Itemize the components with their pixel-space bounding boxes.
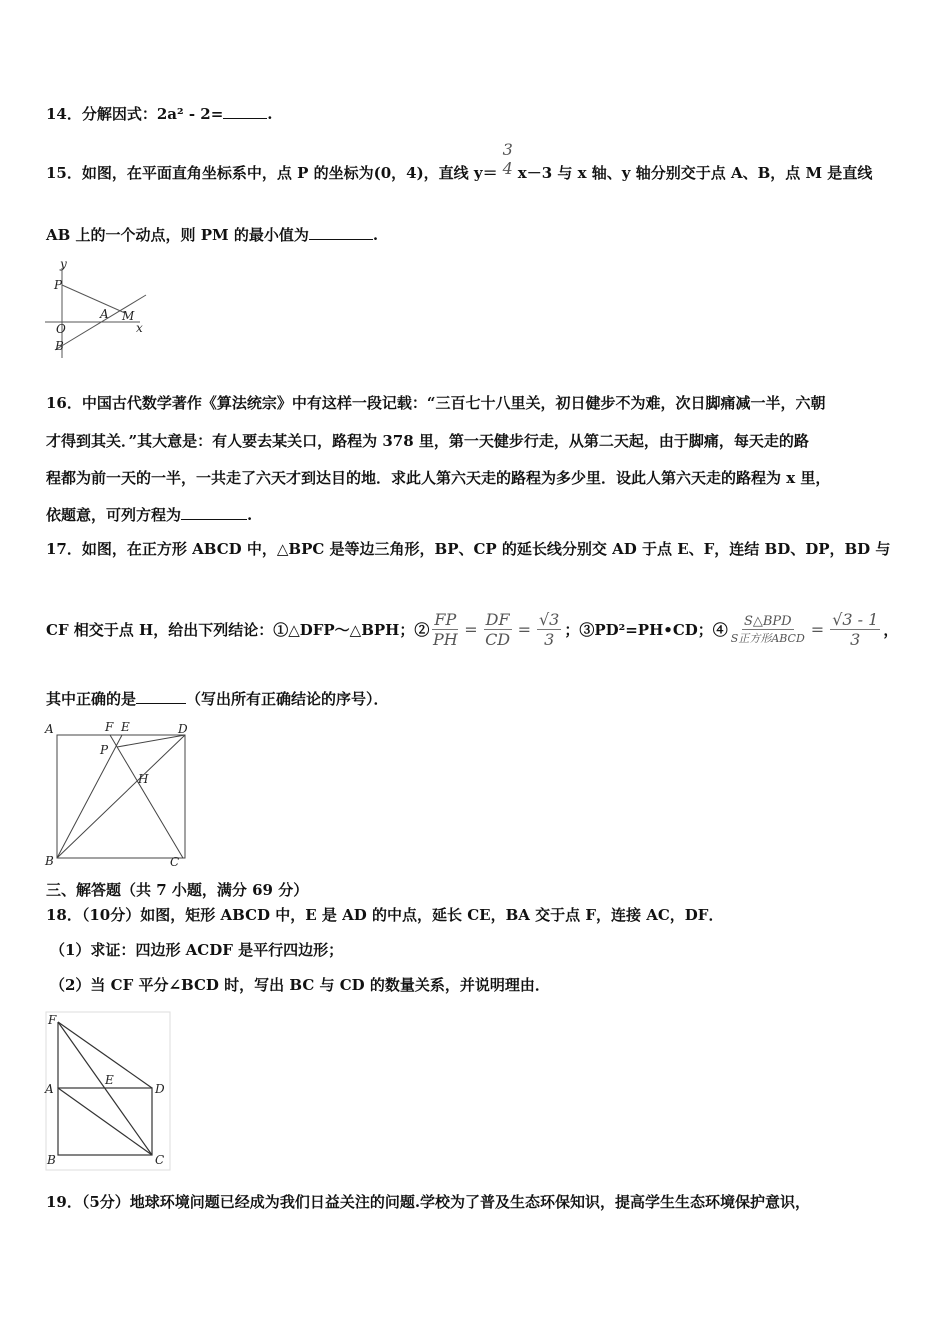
frac-num: DF	[485, 610, 510, 629]
label-P: P	[100, 743, 109, 757]
frac-den: 4	[502, 159, 513, 178]
question-16-line1: 16．中国古代数学著作《算法统宗》中有这样一段记载：“三百七十八里关，初日健步不为难，次日脚痛减一半，六朝	[46, 394, 826, 412]
label-x: x	[136, 321, 143, 335]
frac-num: √3 - 1	[832, 610, 879, 629]
frac-den: 3	[544, 630, 555, 649]
frac-num: S△BPD	[743, 613, 792, 629]
label-A: A	[45, 1082, 54, 1096]
label-M: M	[122, 309, 135, 323]
label-D: D	[155, 1082, 165, 1096]
label-E: E	[121, 720, 130, 734]
section-heading: 三、解答题（共 7 小题，满分 69 分）	[46, 881, 309, 899]
q15-text-b: x－3 与 x 轴、y 轴分别交于点 A、B，点 M 是直线	[517, 164, 873, 182]
question-18-line1: 18．（10分）如图，矩形 ABCD 中，E 是 AD 的中点，延长 CE，BA 交于点 F，连接 AC，DF．	[46, 906, 724, 924]
equals: =	[810, 620, 825, 639]
label-H: H	[138, 772, 149, 786]
question-18-part2: （2）当 CF 平分∠BCD 时，写出 BC 与 CD 的数量关系，并说明理由．	[50, 976, 550, 994]
q17-text-3b: （写出所有正确结论的序号）．	[186, 690, 389, 708]
q15-text-2: AB 上的一个动点，则 PM 的最小值为	[46, 226, 309, 244]
label-B: B	[55, 339, 64, 353]
equals: =	[517, 620, 531, 639]
frac-num: FP	[434, 610, 457, 629]
q16-end: .	[247, 506, 253, 524]
frac-num: √3	[538, 610, 560, 629]
q16-text-4: 依题意，可列方程为	[46, 506, 182, 524]
frac-den: S正方形ABCD	[730, 631, 805, 645]
label-E: E	[105, 1073, 114, 1087]
frac-den: PH	[432, 630, 458, 649]
label-C: C	[155, 1153, 165, 1167]
q17-text-sep: ；③PD²=PH•CD；④	[564, 621, 728, 639]
q17-text-2a: CF 相交于点 H，给出下列结论：①△DFP～△BPH；②	[46, 621, 430, 639]
q17-end: ，	[883, 621, 899, 639]
label-F: F	[48, 1013, 57, 1027]
label-A: A	[100, 307, 109, 321]
label-B: B	[47, 1153, 56, 1167]
label-A: A	[45, 722, 54, 736]
q15-end: .	[372, 226, 379, 244]
label-C: C	[170, 855, 180, 869]
question-17-line1: 17．如图，在正方形 ABCD 中，△BPC 是等边三角形，BP、CP 的延长线分别交 AD 于点 E、F，连结 BD、DP，BD 与	[46, 540, 891, 558]
question-18-part1: （1）求证：四边形 ACDF 是平行四边形；	[50, 941, 344, 959]
label-y: y	[60, 257, 67, 271]
label-D: D	[178, 722, 188, 736]
q14-end: .	[267, 105, 273, 123]
frac-num: 3	[502, 140, 513, 159]
question-16-line2: 才得到其关．”其大意是：有人要去某关口，路程为 378 里，第一天健步行走，从第二天起，由于脚痛，每天走的路	[46, 432, 809, 450]
label-P: P	[54, 278, 63, 292]
q15-text-a: 15．如图，在平面直角坐标系中，点 P 的坐标为(0，4)，直线 y＝	[46, 164, 498, 182]
question-16-line3: 程都为前一天的一半，一共走了六天才到达目的地．求此人第六天走的路程为多少里．设此人第六天走的路程为 x 里，	[46, 469, 831, 487]
frac-den: CD	[485, 630, 511, 649]
frac-den: 3	[850, 630, 861, 649]
q17-text-3: 其中正确的是	[46, 690, 137, 708]
equals: =	[464, 620, 478, 639]
q14-text: 14．分解因式：2a² - 2=	[46, 105, 224, 123]
label-F: F	[105, 720, 114, 734]
label-O: O	[56, 322, 66, 336]
question-19-line1: 19．（5分）地球环境问题已经成为我们日益关注的问题.学校为了普及生态环保知识，提高学生生态环境保护意识，	[46, 1193, 811, 1211]
label-B: B	[45, 854, 54, 868]
